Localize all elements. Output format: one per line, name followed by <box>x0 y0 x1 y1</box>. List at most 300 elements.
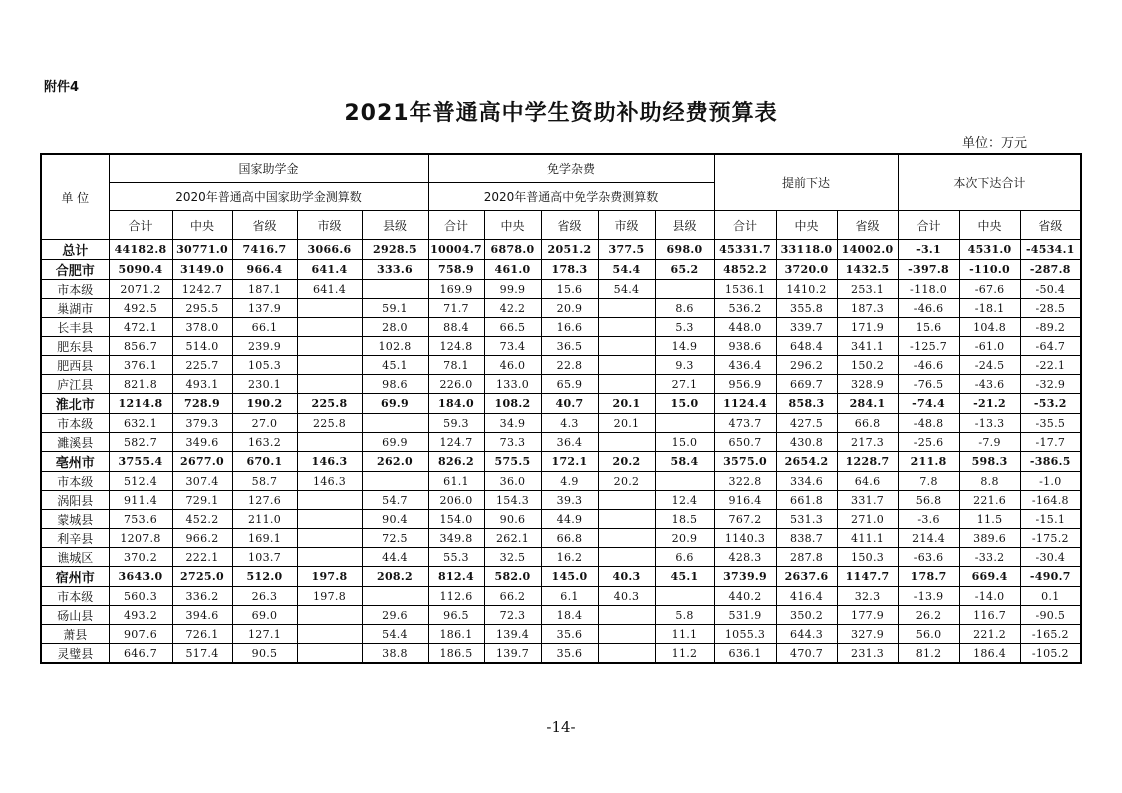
row-name: 利辛县 <box>41 529 109 548</box>
table-cell: 4531.0 <box>959 240 1020 260</box>
table-cell: 186.5 <box>428 644 484 664</box>
table-cell: 644.3 <box>776 625 837 644</box>
table-cell: -110.0 <box>959 260 1020 280</box>
table-cell: 3755.4 <box>109 452 172 472</box>
table-cell: 11.5 <box>959 510 1020 529</box>
table-row <box>41 299 1081 318</box>
table-cell: -63.6 <box>898 548 959 567</box>
table-cell <box>362 587 428 606</box>
table-cell: 211.8 <box>898 452 959 472</box>
table-cell <box>598 375 655 394</box>
table-row <box>41 414 1081 433</box>
row-name: 合肥市 <box>41 260 109 280</box>
table-cell: 90.6 <box>484 510 541 529</box>
table-cell <box>297 491 362 510</box>
table-cell: -15.1 <box>1020 510 1081 529</box>
unit-label: 单位：万元 <box>962 136 1028 151</box>
table-row <box>41 452 1081 472</box>
table-cell: 36.0 <box>484 472 541 491</box>
column-header: 省级 <box>837 211 898 240</box>
table-cell: 1214.8 <box>109 394 172 414</box>
table-cell: -24.5 <box>959 356 1020 375</box>
table-cell: -90.5 <box>1020 606 1081 625</box>
row-name: 市本级 <box>41 414 109 433</box>
table-cell: 36.5 <box>541 337 598 356</box>
table-cell: 35.6 <box>541 644 598 664</box>
table-row <box>41 472 1081 491</box>
table-cell: 20.1 <box>598 414 655 433</box>
table-cell: 22.8 <box>541 356 598 375</box>
table-cell: 177.9 <box>837 606 898 625</box>
table-cell: 20.9 <box>655 529 714 548</box>
table-cell: 0.1 <box>1020 587 1081 606</box>
table-cell: 14002.0 <box>837 240 898 260</box>
table-cell: 661.8 <box>776 491 837 510</box>
table-cell: 206.0 <box>428 491 484 510</box>
table-cell: 221.2 <box>959 625 1020 644</box>
row-name: 市本级 <box>41 472 109 491</box>
table-cell: 379.3 <box>172 414 232 433</box>
table-cell: 56.0 <box>898 625 959 644</box>
table-cell: 11.1 <box>655 625 714 644</box>
table-cell: 10004.7 <box>428 240 484 260</box>
table-cell: 54.7 <box>362 491 428 510</box>
table-cell: 636.1 <box>714 644 776 664</box>
table-cell: 296.2 <box>776 356 837 375</box>
table-cell: 112.6 <box>428 587 484 606</box>
table-cell: -3.1 <box>898 240 959 260</box>
table-cell: 45.1 <box>362 356 428 375</box>
table-cell: -397.8 <box>898 260 959 280</box>
table-cell: -89.2 <box>1020 318 1081 337</box>
table-cell: 190.2 <box>232 394 297 414</box>
table-cell: 641.4 <box>297 280 362 299</box>
table-cell <box>362 472 428 491</box>
row-name: 淮北市 <box>41 394 109 414</box>
table-cell: 169.1 <box>232 529 297 548</box>
table-cell: 39.3 <box>541 491 598 510</box>
table-cell: 3739.9 <box>714 567 776 587</box>
table-cell: 536.2 <box>714 299 776 318</box>
table-cell: 45.1 <box>655 567 714 587</box>
column-header: 市级 <box>598 211 655 240</box>
table-cell: -46.6 <box>898 356 959 375</box>
table-cell: 5.3 <box>655 318 714 337</box>
table-cell: 230.1 <box>232 375 297 394</box>
table-cell: 65.9 <box>541 375 598 394</box>
table-cell <box>362 280 428 299</box>
table-cell: 2071.2 <box>109 280 172 299</box>
table-cell: 18.4 <box>541 606 598 625</box>
table-cell: 411.1 <box>837 529 898 548</box>
table-cell: 16.6 <box>541 318 598 337</box>
table-cell: 163.2 <box>232 433 297 452</box>
table-cell: 226.0 <box>428 375 484 394</box>
table-cell: -64.7 <box>1020 337 1081 356</box>
table-cell: 575.5 <box>484 452 541 472</box>
table-cell: 78.1 <box>428 356 484 375</box>
table-cell: -50.4 <box>1020 280 1081 299</box>
table-cell: 12.4 <box>655 491 714 510</box>
table-cell: 650.7 <box>714 433 776 452</box>
table-cell <box>598 510 655 529</box>
table-cell: 284.1 <box>837 394 898 414</box>
table-cell: 1124.4 <box>714 394 776 414</box>
table-cell: 1147.7 <box>837 567 898 587</box>
table-cell: 211.0 <box>232 510 297 529</box>
table-cell: 59.3 <box>428 414 484 433</box>
table-cell: 2654.2 <box>776 452 837 472</box>
table-cell <box>362 414 428 433</box>
table-cell: 3066.6 <box>297 240 362 260</box>
table-cell: 2928.5 <box>362 240 428 260</box>
table-cell: 753.6 <box>109 510 172 529</box>
table-cell: 3720.0 <box>776 260 837 280</box>
table-cell: 18.5 <box>655 510 714 529</box>
table-cell: 225.8 <box>297 394 362 414</box>
table-cell: 517.4 <box>172 644 232 664</box>
table-row <box>41 529 1081 548</box>
table-cell: 648.4 <box>776 337 837 356</box>
table-cell: 1207.8 <box>109 529 172 548</box>
table-cell: 826.2 <box>428 452 484 472</box>
table-cell: 8.6 <box>655 299 714 318</box>
table-row <box>41 491 1081 510</box>
table-cell: -35.5 <box>1020 414 1081 433</box>
table-cell: 73.3 <box>484 433 541 452</box>
column-header: 县级 <box>655 211 714 240</box>
table-cell: -18.1 <box>959 299 1020 318</box>
table-cell: 440.2 <box>714 587 776 606</box>
table-cell: 1410.2 <box>776 280 837 299</box>
table-cell: 327.9 <box>837 625 898 644</box>
table-cell: 349.8 <box>428 529 484 548</box>
table-cell: 28.0 <box>362 318 428 337</box>
table-row <box>41 567 1081 587</box>
table-cell: 394.6 <box>172 606 232 625</box>
table-cell: 1055.3 <box>714 625 776 644</box>
table-cell <box>297 337 362 356</box>
table-cell: 389.6 <box>959 529 1020 548</box>
table-cell: 69.0 <box>232 606 297 625</box>
table-cell: 46.0 <box>484 356 541 375</box>
table-cell: 197.8 <box>297 587 362 606</box>
table-cell: 670.1 <box>232 452 297 472</box>
table-row <box>41 548 1081 567</box>
table-cell: -30.4 <box>1020 548 1081 567</box>
table-cell: 428.3 <box>714 548 776 567</box>
row-name: 巢湖市 <box>41 299 109 318</box>
table-cell: 334.6 <box>776 472 837 491</box>
table-cell: 531.3 <box>776 510 837 529</box>
table-cell: -33.2 <box>959 548 1020 567</box>
table-cell: 139.7 <box>484 644 541 664</box>
table-cell: 6878.0 <box>484 240 541 260</box>
table-cell: 253.1 <box>837 280 898 299</box>
table-cell: -22.1 <box>1020 356 1081 375</box>
table-cell: 65.2 <box>655 260 714 280</box>
table-row <box>41 625 1081 644</box>
row-name: 涡阳县 <box>41 491 109 510</box>
table-cell: 858.3 <box>776 394 837 414</box>
table-cell: 758.9 <box>428 260 484 280</box>
table-cell: 103.7 <box>232 548 297 567</box>
table-cell: 102.8 <box>362 337 428 356</box>
row-name: 庐江县 <box>41 375 109 394</box>
row-name: 灵璧县 <box>41 644 109 664</box>
table-cell: 355.8 <box>776 299 837 318</box>
table-cell: 341.1 <box>837 337 898 356</box>
table-cell: 370.2 <box>109 548 172 567</box>
table-cell: 7416.7 <box>232 240 297 260</box>
column-header: 省级 <box>541 211 598 240</box>
table-cell: 5090.4 <box>109 260 172 280</box>
table-cell: 66.2 <box>484 587 541 606</box>
table-cell: 436.4 <box>714 356 776 375</box>
table-cell: -14.0 <box>959 587 1020 606</box>
table-cell: 186.4 <box>959 644 1020 664</box>
table-row <box>41 375 1081 394</box>
table-cell: 150.2 <box>837 356 898 375</box>
row-name: 肥西县 <box>41 356 109 375</box>
table-cell: 145.0 <box>541 567 598 587</box>
table-cell: 171.9 <box>837 318 898 337</box>
table-cell: 20.9 <box>541 299 598 318</box>
row-name: 亳州市 <box>41 452 109 472</box>
table-cell: 20.1 <box>598 394 655 414</box>
table-cell: 9.3 <box>655 356 714 375</box>
table-cell: 104.8 <box>959 318 1020 337</box>
table-cell: 69.9 <box>362 433 428 452</box>
table-cell: 150.3 <box>837 548 898 567</box>
table-cell: 350.2 <box>776 606 837 625</box>
table-cell: 4.9 <box>541 472 598 491</box>
table-cell: 492.5 <box>109 299 172 318</box>
table-cell <box>297 318 362 337</box>
table-cell <box>297 510 362 529</box>
table-cell: -105.2 <box>1020 644 1081 664</box>
table-cell: 221.6 <box>959 491 1020 510</box>
table-cell: 98.6 <box>362 375 428 394</box>
table-cell: 71.7 <box>428 299 484 318</box>
table-cell: 146.3 <box>297 472 362 491</box>
table-cell: 2677.0 <box>172 452 232 472</box>
table-cell: -13.9 <box>898 587 959 606</box>
table-cell <box>297 625 362 644</box>
table-cell: 58.7 <box>232 472 297 491</box>
table-cell: 728.9 <box>172 394 232 414</box>
table-cell <box>297 644 362 664</box>
table-cell: 14.9 <box>655 337 714 356</box>
row-name: 总计 <box>41 240 109 260</box>
column-header: 合计 <box>109 211 172 240</box>
table-cell: 178.7 <box>898 567 959 587</box>
table-cell: -1.0 <box>1020 472 1081 491</box>
table-cell: 36.4 <box>541 433 598 452</box>
row-name: 肥东县 <box>41 337 109 356</box>
table-cell: 55.3 <box>428 548 484 567</box>
table-cell: 54.4 <box>598 280 655 299</box>
table-cell: 184.0 <box>428 394 484 414</box>
table-cell: 90.4 <box>362 510 428 529</box>
table-cell: -43.6 <box>959 375 1020 394</box>
table-cell: 377.5 <box>598 240 655 260</box>
table-cell: 32.5 <box>484 548 541 567</box>
table-cell: 15.6 <box>898 318 959 337</box>
table-cell: 96.5 <box>428 606 484 625</box>
table-cell: 116.7 <box>959 606 1020 625</box>
table-cell: 1432.5 <box>837 260 898 280</box>
table-cell: 6.1 <box>541 587 598 606</box>
table-cell: 461.0 <box>484 260 541 280</box>
table-cell: 2725.0 <box>172 567 232 587</box>
row-name: 蒙城县 <box>41 510 109 529</box>
table-cell: 646.7 <box>109 644 172 664</box>
column-header: 县级 <box>362 211 428 240</box>
table-cell: 30771.0 <box>172 240 232 260</box>
table-cell: 262.1 <box>484 529 541 548</box>
column-header: 省级 <box>232 211 297 240</box>
table-cell: 4.3 <box>541 414 598 433</box>
column-header: 省级 <box>1020 211 1081 240</box>
table-cell: 26.3 <box>232 587 297 606</box>
table-cell: 767.2 <box>714 510 776 529</box>
table-cell: 20.2 <box>598 452 655 472</box>
table-cell: 938.6 <box>714 337 776 356</box>
table-cell: 856.7 <box>109 337 172 356</box>
table-cell: 105.3 <box>232 356 297 375</box>
table-cell: 56.8 <box>898 491 959 510</box>
table-cell: 42.2 <box>484 299 541 318</box>
table-cell: 208.2 <box>362 567 428 587</box>
table-cell: 430.8 <box>776 433 837 452</box>
table-cell: 470.7 <box>776 644 837 664</box>
table-cell: 225.7 <box>172 356 232 375</box>
table-cell: 146.3 <box>297 452 362 472</box>
table-cell: 328.9 <box>837 375 898 394</box>
row-name: 宿州市 <box>41 567 109 587</box>
table-cell: 124.7 <box>428 433 484 452</box>
table-cell: 61.1 <box>428 472 484 491</box>
table-cell: 88.4 <box>428 318 484 337</box>
table-cell: 58.4 <box>655 452 714 472</box>
table-cell: 139.4 <box>484 625 541 644</box>
table-cell: 15.0 <box>655 433 714 452</box>
table-cell: 90.5 <box>232 644 297 664</box>
table-cell: 99.9 <box>484 280 541 299</box>
table-row <box>41 394 1081 414</box>
table-cell: -48.8 <box>898 414 959 433</box>
table-cell: 127.1 <box>232 625 297 644</box>
table-cell: 4852.2 <box>714 260 776 280</box>
table-cell: -28.5 <box>1020 299 1081 318</box>
table-cell: 169.9 <box>428 280 484 299</box>
table-cell <box>598 644 655 664</box>
table-cell: 225.8 <box>297 414 362 433</box>
table-cell: 29.6 <box>362 606 428 625</box>
table-cell: 187.3 <box>837 299 898 318</box>
table-cell: -76.5 <box>898 375 959 394</box>
table-cell <box>297 548 362 567</box>
group-current-total-header: 本次下达合计 <box>898 154 1081 211</box>
table-cell: -4534.1 <box>1020 240 1081 260</box>
table-cell <box>598 625 655 644</box>
table-cell: 27.0 <box>232 414 297 433</box>
table-cell: 127.6 <box>232 491 297 510</box>
table-cell: 349.6 <box>172 433 232 452</box>
table-cell: -164.8 <box>1020 491 1081 510</box>
table-cell <box>297 299 362 318</box>
row-name: 谯城区 <box>41 548 109 567</box>
table-cell: 66.5 <box>484 318 541 337</box>
table-cell: 59.1 <box>362 299 428 318</box>
table-cell: 473.7 <box>714 414 776 433</box>
table-cell: 2051.2 <box>541 240 598 260</box>
table-cell: 1536.1 <box>714 280 776 299</box>
column-header: 中央 <box>776 211 837 240</box>
table-cell <box>598 491 655 510</box>
table-cell: -32.9 <box>1020 375 1081 394</box>
table-cell: -118.0 <box>898 280 959 299</box>
table-cell <box>598 299 655 318</box>
table-cell: 154.3 <box>484 491 541 510</box>
table-cell: -67.6 <box>959 280 1020 299</box>
table-row <box>41 337 1081 356</box>
table-cell: 1242.7 <box>172 280 232 299</box>
table-cell: 641.4 <box>297 260 362 280</box>
table-cell: 11.2 <box>655 644 714 664</box>
table-cell: 838.7 <box>776 529 837 548</box>
row-name: 市本级 <box>41 587 109 606</box>
table-cell: 669.4 <box>959 567 1020 587</box>
table-cell: 73.4 <box>484 337 541 356</box>
table-cell: 812.4 <box>428 567 484 587</box>
table-cell: 154.0 <box>428 510 484 529</box>
column-header: 中央 <box>172 211 232 240</box>
group-national-grant-header: 国家助学金 <box>109 154 428 183</box>
table-cell: 514.0 <box>172 337 232 356</box>
table-cell <box>297 433 362 452</box>
table-cell: 38.8 <box>362 644 428 664</box>
table-cell: -287.8 <box>1020 260 1081 280</box>
table-cell: -25.6 <box>898 433 959 452</box>
table-cell: 214.4 <box>898 529 959 548</box>
table-cell: 197.8 <box>297 567 362 587</box>
table-cell: 336.2 <box>172 587 232 606</box>
table-cell: 1228.7 <box>837 452 898 472</box>
row-name: 萧县 <box>41 625 109 644</box>
table-cell: 44.4 <box>362 548 428 567</box>
table-cell: -21.2 <box>959 394 1020 414</box>
table-cell <box>598 433 655 452</box>
column-header: 市级 <box>297 211 362 240</box>
table-cell: 729.1 <box>172 491 232 510</box>
table-cell: 27.1 <box>655 375 714 394</box>
table-cell: 124.8 <box>428 337 484 356</box>
table-row <box>41 240 1081 260</box>
table-cell: 108.2 <box>484 394 541 414</box>
table-row <box>41 318 1081 337</box>
table-cell <box>297 606 362 625</box>
table-cell: 448.0 <box>714 318 776 337</box>
table-cell: 376.1 <box>109 356 172 375</box>
table-cell: 966.2 <box>172 529 232 548</box>
table-cell: 34.9 <box>484 414 541 433</box>
table-cell: 3643.0 <box>109 567 172 587</box>
table-cell <box>655 587 714 606</box>
table-cell: 911.4 <box>109 491 172 510</box>
table-cell: 416.4 <box>776 587 837 606</box>
